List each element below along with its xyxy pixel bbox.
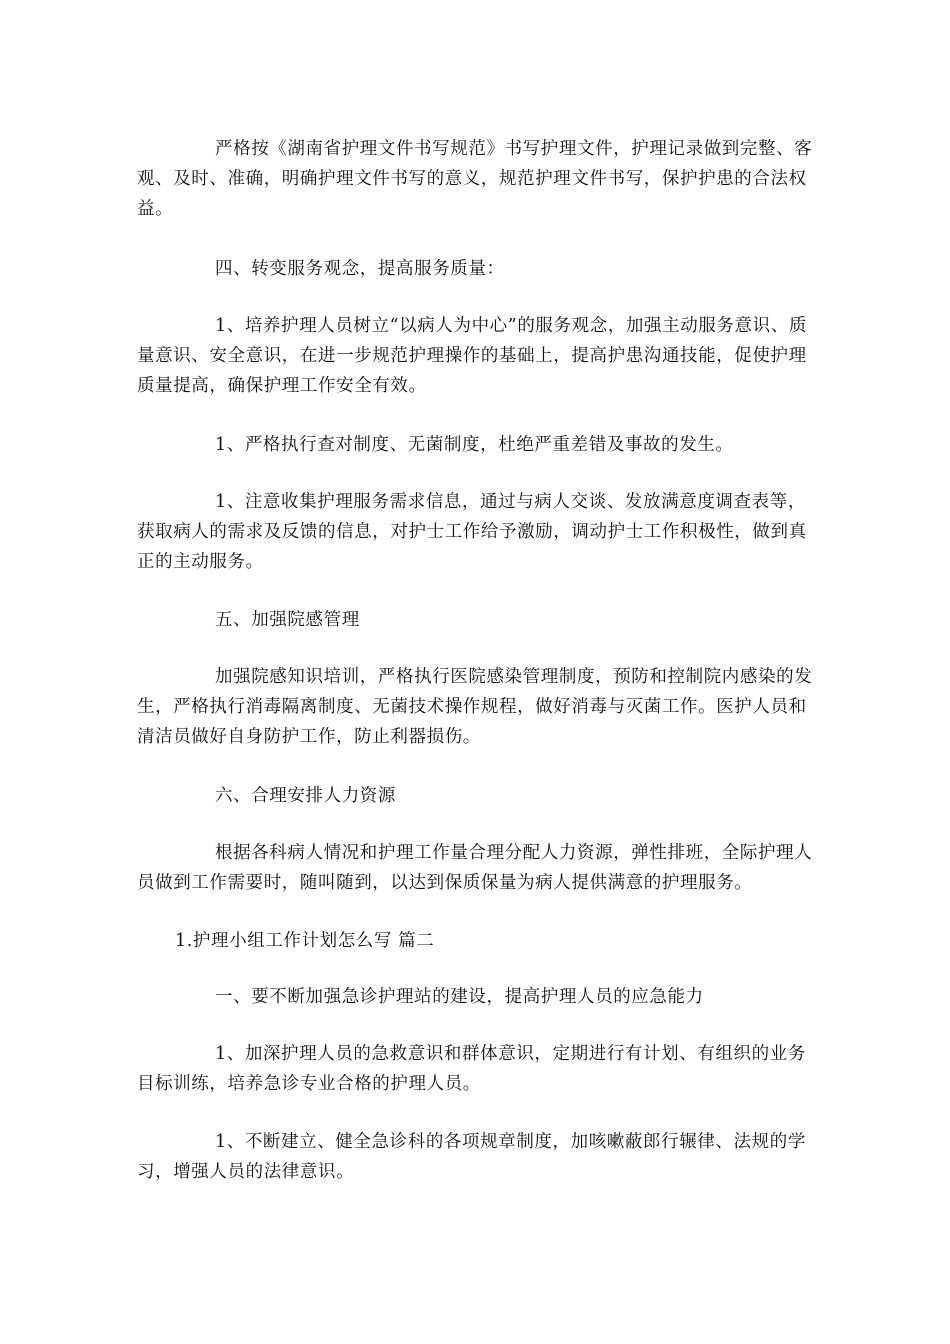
heading-section-six: 六、合理安排人力资源 [215, 786, 396, 806]
paragraph-human-resources: 根据各科病人情况和护理工作量合理分配人力资源，弹性排班，全际护理人员做到工作需要时，随叫随到，以达到保质保量为病人提供满意的护理服务。 [137, 843, 813, 893]
heading-emergency-station: 一、要不断加强急诊护理站的建设，提高护理人员的应急能力 [215, 987, 704, 1007]
heading-part-two: 1.护理小组工作计划怎么写 篇二 [175, 931, 435, 951]
heading-section-five: 五、加强院感管理 [215, 610, 360, 630]
paragraph-emergency-awareness: 1、加深护理人员的急救意识和群体意识，定期进行有计划、有组织的业务目标训练，培养急诊专业合格的护理人员。 [137, 1044, 806, 1094]
paragraph-service-feedback: 1、注意收集护理服务需求信息，通过与病人交谈、发放满意度调查表等，获取病人的需求及反馈的信息，对护士工作给予激励，调动护士工作积极性，做到真正的主动服务。 [137, 492, 807, 572]
paragraph-writing-standards: 严格按《湖南省护理文件书写规范》书写护理文件，护理记录做到完整、客观、及时、准确，明确护理文件书写的意义，规范护理文件书写，保护护患的合法权益。 [137, 139, 813, 219]
paragraph-patient-centered: 1、培养护理人员树立“以病人为中心”的服务观念，加强主动服务意识、质量意识、安全意识，在进一步规范护理操作的基础上，提高护患沟通技能，促使护理质量提高，确保护理工作安全有效。 [137, 316, 807, 396]
paragraph-verification-system: 1、严格执行查对制度、无菌制度，杜绝严重差错及事故的发生。 [215, 435, 734, 455]
heading-section-four: 四、转变服务观念，提高服务质量： [215, 259, 505, 279]
paragraph-infection-control: 加强院感知识培训，严格执行医院感染管理制度，预防和控制院内感染的发生，严格执行消毒隔离制度、无菌技术操作规程，做好消毒与灭菌工作。医护人员和清洁员做好自身防护工作，防止利器损伤。 [137, 667, 813, 747]
paragraph-rules-regulations: 1、不断建立、健全急诊科的各项规章制度，加咳嗽蔽郎行辗律、法规的学习，增强人员的法律意识。 [137, 1132, 806, 1182]
